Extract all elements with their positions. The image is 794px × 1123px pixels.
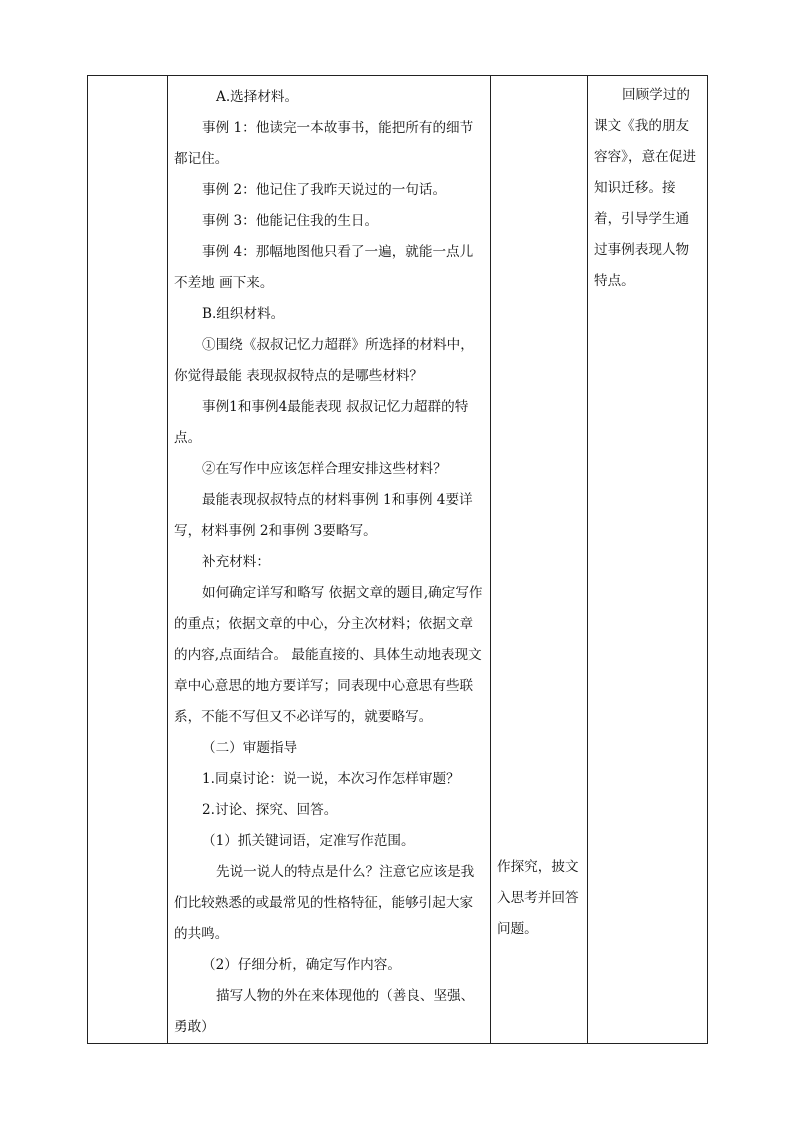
table-row (88, 76, 708, 1044)
teaching-content (168, 76, 490, 1043)
content-line: ①围绕《叔叔记忆力超群》所选择的材料中，你觉得最能 表现叔叔特点的是哪些材料？ (174, 337, 474, 384)
content-line: 事例 2：他记住了我昨天说过的一句话。 (202, 182, 447, 198)
content-line: 补充材料： (202, 554, 270, 570)
content-line: 事例 1：他读完一本故事书，能把所有的细节都记住。 (174, 120, 474, 167)
content-line: （1）抓关键词语，定准写作范围。 (202, 833, 415, 849)
content-line: 事例 3：他能记住我的生日。 (202, 213, 379, 229)
design-intent-cell (588, 76, 708, 1044)
student-activity-cell (491, 76, 588, 1044)
teaching-content-cell (168, 76, 491, 1044)
content-line: 2.讨论、探究、回答。 (202, 802, 338, 818)
content-line: 最能表现叔叔特点的材料事例 1和事例 4要详写，材料事例 2和事例 3要略写。 (174, 492, 473, 539)
content-line: 先说一说人的特点是什么？注意它应该是我们比较熟悉的或最常见的性格特征，能够引起大家的共鸣。 (174, 864, 475, 942)
content-line: B.组织材料。 (202, 306, 285, 322)
blank-section-cell (88, 76, 168, 1044)
student-activity-text: 作探究，披文入思考并回答问题。 (497, 859, 579, 937)
content-line: ②在写作中应该怎样合理安排这些材料？ (202, 461, 447, 477)
content-line: 描写人物的外在来体现他的（善良、坚强、勇敢） (174, 988, 475, 1035)
content-line: A.选择材料。 (216, 89, 299, 105)
lesson-plan-table (87, 75, 708, 1044)
content-line: 如何确定详写和略写 依据文章的题目,确定写作的重点；依据文章的中心，分主次材料；依据文章的内容,点面结合。 最能直接的、具体生动地表现文章中心意思的地方要详写；同表现中心意思有些联系，不能不写但又不必详写的，就要略写。 (174, 585, 483, 725)
content-line: 事例 4：那幅地图他只看了一遍，就能一点儿不差地 画下来。 (174, 244, 474, 291)
design-intent-text: 回顾学过的课文《我的朋友容容》，意在促进知识迁移。接着，引导学生通过事例表现人物特点。 (594, 87, 696, 289)
content-line: 事例1和事例4最能表现 叔叔记忆力超群的特点。 (174, 399, 469, 446)
content-line: （二）审题指导 (202, 740, 298, 756)
content-line: 1.同桌讨论：说一说，本次习作怎样审题？ (202, 771, 460, 787)
content-line: （2）仔细分析，确定写作内容。 (202, 957, 401, 973)
